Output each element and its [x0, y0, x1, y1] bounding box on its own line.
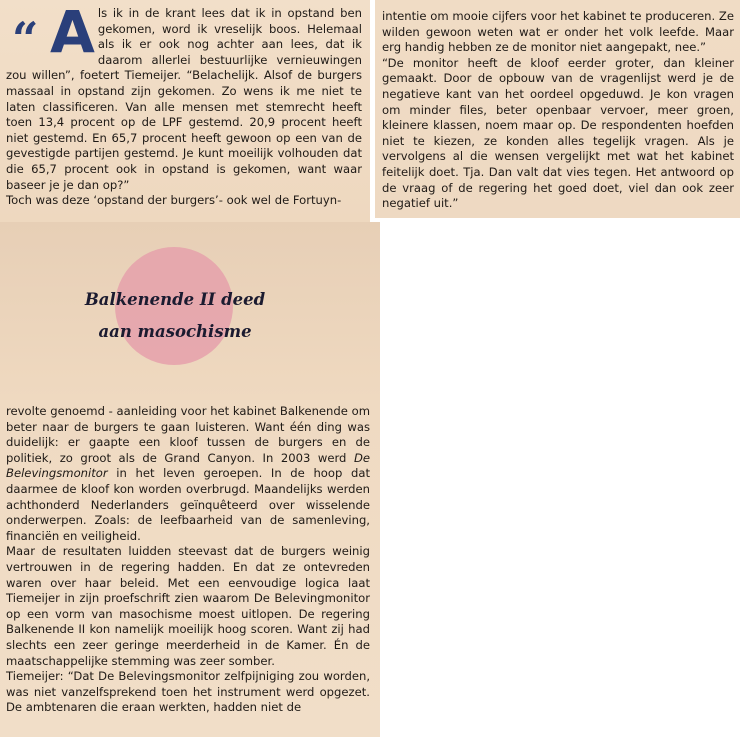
- body-paragraph-3: Tiemeijer: “Dat De Belevingsmonitor zelfpijniging zou worden, was niet vanzelfsprekend toen het instrument werd opgezet. De ambtenaren die eraan werkten, hadden niet de: [6, 669, 370, 715]
- dropcap-letter: A: [50, 0, 95, 66]
- lead-paragraph: ls ik in de krant lees dat ik in opstand ben gekomen, word ik vreselijk boos. Helemaal als ik er ook nog achter aan lees, dat ik daarom allerlei bestuurlijke vernieuwingen zou willen”, foetert Tiemeijer. “Belachelijk. Alsof de burgers massaal in opstand zijn gekomen. Zo wens ik me niet te laten classificeren. Van alle mensen met stemrecht heeft toen 13,4 procent op de LPF gestemd. 20,9 procent heeft niet gestemd. En 65,7 procent heeft gewoon op een van de gevestigde partijen gestemd. Je kunt moeilijk volhouden dat die 65,7 procent ook in opstand is gekomen, want waar baseer je je dan op?”: [6, 6, 362, 192]
- article-column-left-bottom: [0, 400, 380, 737]
- headline: [60, 284, 290, 348]
- article-column-left-top: [0, 0, 370, 222]
- article-column-right: [375, 0, 740, 218]
- body-paragraph-2: Maar de resultaten luidden steevast dat de burgers weinig vertrouwen in de regering hadden. En dat ze ontevreden waren over haar beleid. Met een eenvoudige logica laat Tiemeijer in zijn proefschrift zien waarom De Belevingmonitor op een vorm van masochisme moest uitlopen. De regering Balkenende II kon namelijk moeilijk hoog scoren. Want zij had slechts een zeer geringe meerderheid in de Kamer. Én de maatschappelijke stemming was zeer somber.: [6, 544, 370, 668]
- lead-tail-paragraph: Toch was deze ‘opstand der burgers’- ook wel de Fortuyn-: [6, 193, 342, 208]
- right-paragraph-2: “De monitor heeft de kloof eerder groter, dan kleiner gemaakt. Door de opbouw van de vragenlijst werd je de negatieve kant van het oordeel opgeduwd. Je kon vragen om minder files, beter openbaar vervoer, meer groen, kleinere klassen, noem maar op. De respondenten hoefden niet te kiezen, ze konden alles tegelijk vragen. Als je vervolgens al die wensen vergelijkt met wat het kabinet feitelijk doet. Tja. Dan valt dat vies tegen. Het antwoord op de vraag of de regering het goed doet, viel dan ook zeer negatief uit.”: [382, 55, 734, 211]
- headline-line-1: Balkenende II deed: [84, 290, 266, 309]
- article-lead: [6, 0, 362, 209]
- right-paragraph-1: intentie om mooie cijfers voor het kabinet te produceren. Ze wilden gewoon weten wat er onder het volk leefde. Maar erg handig hebben ze de monitor niet aangepakt, nee.”: [382, 9, 734, 55]
- belevingsmonitor-title: De Belevingsmonitor: [6, 450, 370, 481]
- headline-block: [0, 222, 380, 400]
- opening-quote-mark: “: [12, 12, 39, 66]
- headline-line-2: aan masochisme: [98, 322, 252, 341]
- body-paragraph-1: [6, 404, 370, 544]
- body-paragraph-1-start: revolte genoemd - aanleiding voor het kabinet Balkenende om beter naar de burgers te gaan luisteren. Want één ding was duidelijk: er gaapte een kloof tussen de burgers en de politiek, zo groot als de Grand Canyon. In 2003 werd: [6, 404, 370, 465]
- body-paragraph-1-end: in het leven geroepen. In de hoop dat daarmee de kloof kon worden overbrugd. Maandelijks werden achthonderd Nederlanders geïnquêteerd over wisselende onderwerpen. Zoals: de leefbaarheid van de samenleving, financiën en veiligheid.: [6, 466, 370, 543]
